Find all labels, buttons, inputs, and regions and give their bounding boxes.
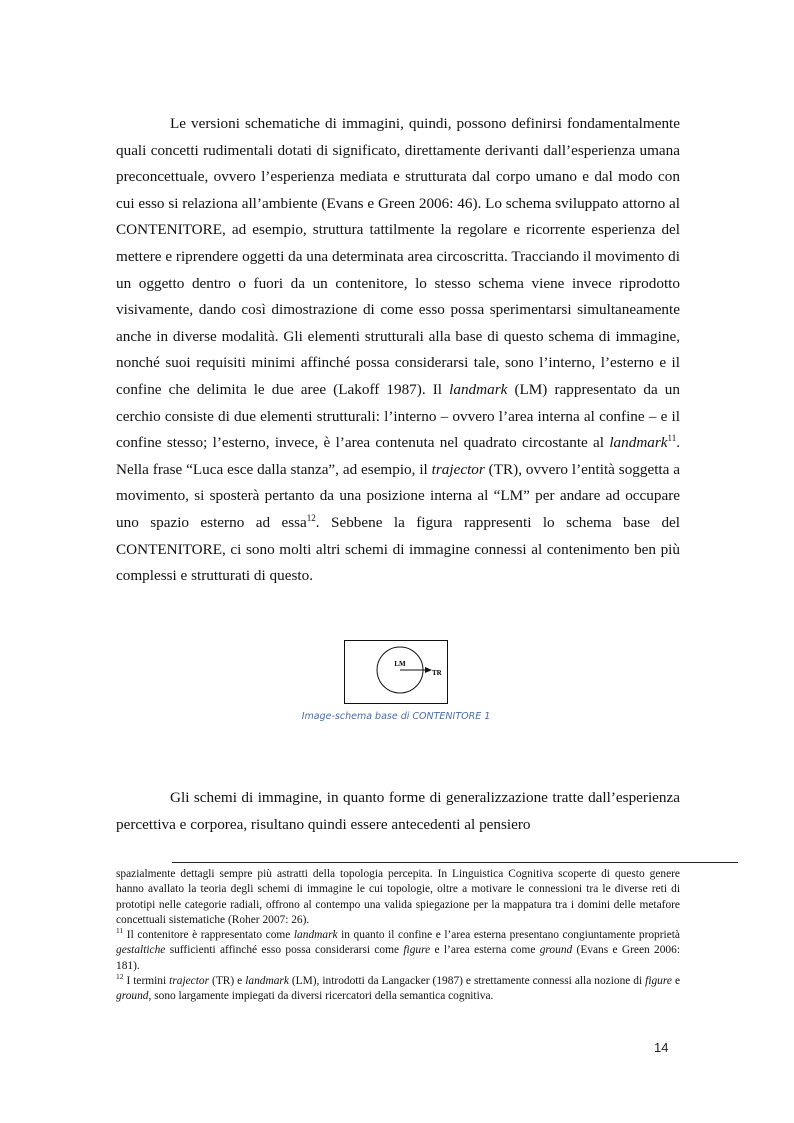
- tr-label: TR: [432, 669, 442, 677]
- landmark-term: landmark: [449, 380, 508, 398]
- container-schema-figure: [344, 640, 448, 704]
- trajector-term: trajector: [431, 460, 485, 478]
- footnote-12: $^{12}$ I termini trajector (TR) e landmark (LM), introdotti da Langacker (1987) e strettamente connessi alla nozione di figure e ground, sono largamente impiegati da diversi ricercatori della semantica cognitiva.: [116, 972, 680, 1003]
- footnote-separator: [172, 862, 738, 863]
- landmark-term: landmark: [609, 434, 668, 452]
- footnote-ref-11[interactable]: 11: [667, 433, 677, 444]
- container-schema-diagram: [344, 640, 448, 704]
- body-paragraph-1: Le versioni schematiche di immagini, quindi, possono definirsi fondamentalmente quali concetti rudimentali dotati di significato, direttamente derivanti dall’esperienza umana preconcettuale, ovvero l’esperienza mediata e strutturata dal corpo umano e dal modo con cui esso si relaziona all’ambiente (Evans e Green 2006: 46). Lo schema sviluppato attorno al CONTENITORE, ad esempio, struttura tattilmente la regolare e ricorrente esperienza del mettere e riprendere oggetti da una determinata area circoscritta. Tracciando il movimento di un oggetto dentro o fuori da un contenitore, lo stesso schema viene invece riprodotto visivamente, dando così dimostrazione di come esso possa sperimentarsi simultaneamente anche in diverse modalità. Gli elementi strutturali alla base di questo schema di immagine, nonché suoi requisiti minimi affinché possa considerarsi tale, sono l’interno, l’esterno e il confine che delimita le due aree (Lakoff 1987). Il landmark (LM) rappresentato da un cerchio consiste di due elementi strutturali: l’interno – ovvero l’area interna al confine – e il confine stesso; l’esterno, invece, è l’area contenuta nel quadrato circostante al landmark$^{11}$. Nella frase “Luca esce dalla stanza”, ad esempio, il trajector (TR), ovvero l’entità soggetta a movimento, si sposterà pertanto da una posizione interna al “LM” per andare ad occupare uno spazio esterno ad essa$^{12}$. Sebbene la figura rappresenti lo schema base del CONTENITORE, ci sono molti altri schemi di immagine connessi al contenimento ben più complessi e strutturati di questo.: [116, 115, 681, 585]
- page-number: 14: [654, 1040, 669, 1055]
- footnote-continuation: spazialmente dettagli sempre più astratti della topologia percepita. In Linguistica Cognitiva scoperte di questo genere hanno avallato la teoria degli schemi di immagine le cui topologie, oltre a motivare le connessioni tra le diverse reti di prototipi nelle categorie radiali, offrono al contempo una valida spiegazione per la mappatura tra i domini delle metafore concettuali sistematiche (Roher 2007: 26).: [116, 868, 680, 926]
- footnotes-block: [116, 867, 680, 1005]
- footnote-ref-12[interactable]: 12: [306, 512, 316, 523]
- figure-caption: Image-schema base di CONTENITORE 1: [301, 711, 491, 722]
- footnote-11: $^{11}$ Il contenitore è rappresentato come landmark in quanto il confine e l’area esterna presentano congiuntamente proprietà gestaltiche sufficienti affinché esso possa considerarsi come figure e l’area esterna come ground (Evans e Green 2006: 181).: [116, 926, 680, 972]
- body-paragraph-2: Gli schemi di immagine, in quanto forme di generalizzazione tratte dall’esperienza percettiva e corporea, risultano quindi essere antecedenti al pensiero: [116, 789, 680, 833]
- lm-label: LM: [394, 660, 406, 668]
